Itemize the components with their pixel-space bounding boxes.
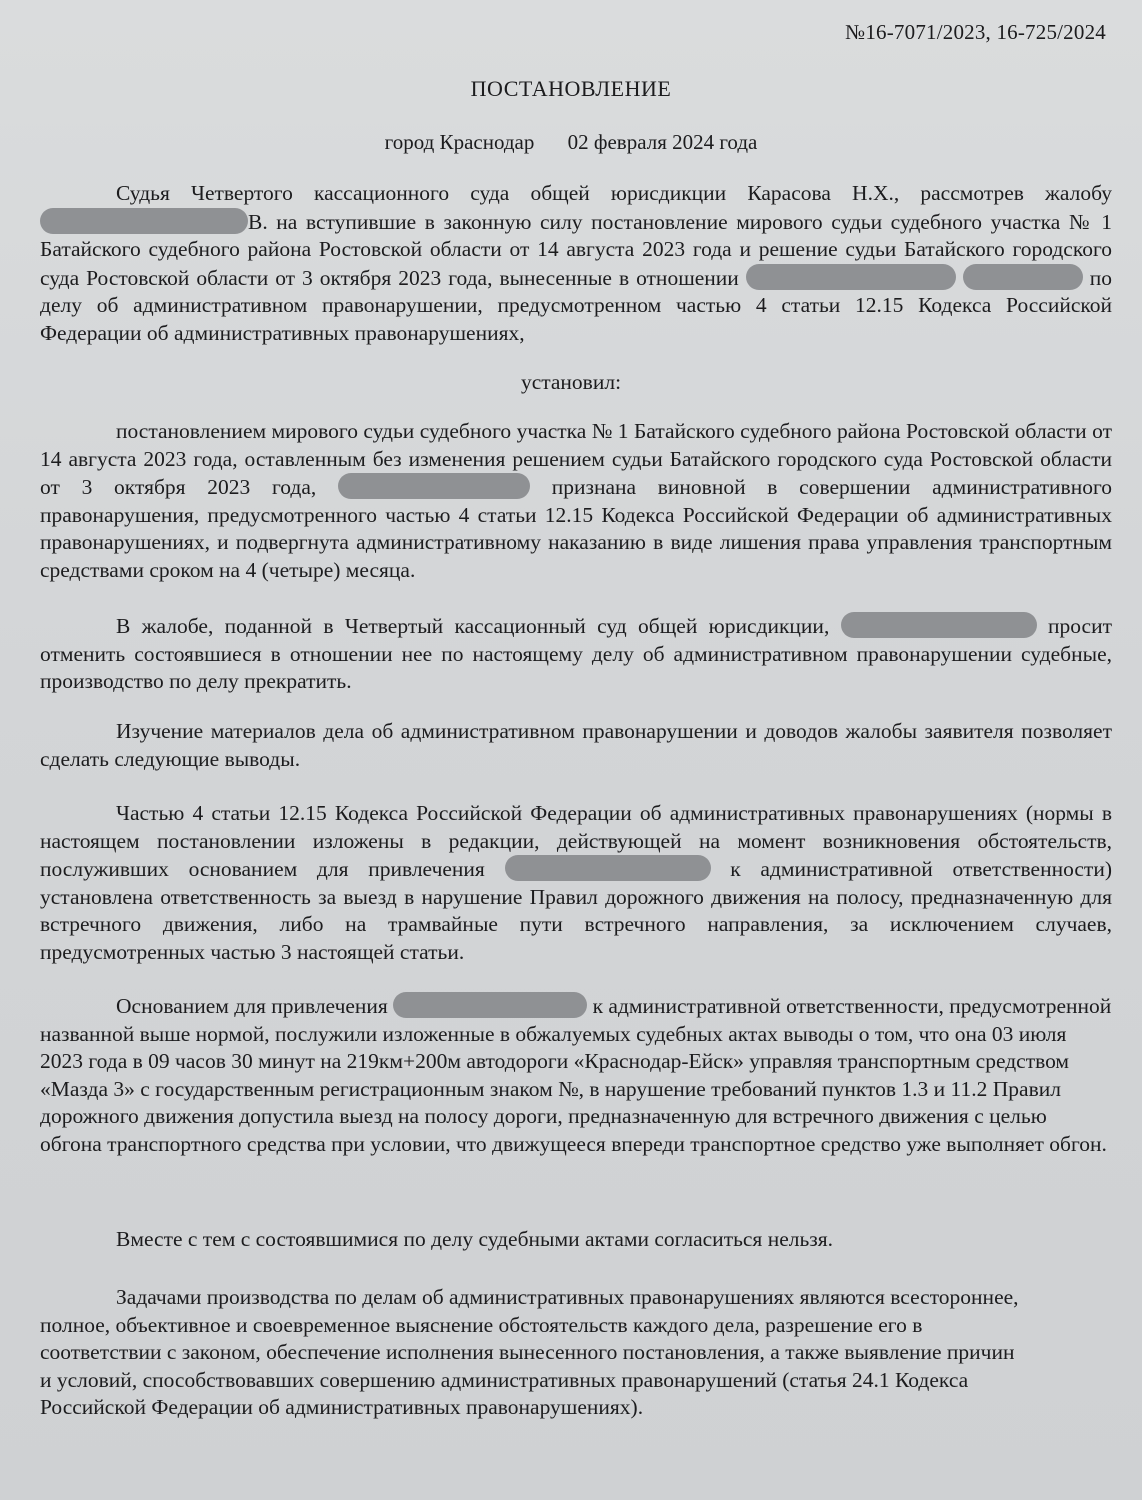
intro-text-1: Судья Четвертого кассационного суда общей юрисдикции Карасова Н.Х., рассмотрев жалобу — [116, 181, 1112, 205]
complaint-text-2: просит отменить состоявшиеся в отношении нее по настоящему делу об административном правонарушении судебные, производство по делу прекратить. — [40, 614, 1112, 694]
complaint-paragraph — [40, 612, 1112, 696]
intro-paragraph — [40, 180, 1112, 348]
law-text-1: Частью 4 статьи 12.15 Кодекса Российской Федерации об административных правонарушениях (нормы в настоящем постановлении изложены в редакции, действующей на момент возникновения обстоятельств, послуживших основанием для привлечения — [40, 801, 1112, 882]
place-and-date — [0, 130, 1142, 155]
redaction-block — [393, 992, 587, 1018]
case-number: №16-7071/2023, 16-725/2024 — [845, 20, 1106, 44]
redaction-block — [746, 264, 956, 290]
redaction-block — [963, 264, 1083, 290]
redaction-block — [841, 612, 1037, 638]
disagree-paragraph: Вместе с тем с состоявшимися по делу судебными актами согласиться нельзя. — [116, 1227, 834, 1251]
grounds-text-1: Основанием для привлечения — [116, 994, 394, 1018]
law-text-2: к административной ответственности) установлена ответственность за выезд в нарушение Правил дорожного движения на полосу, предназначенную для встречного движения, либо на трамвайные пути встречного направления, за исключением случаев, предусмотренных частью 3 настоящей статьи. — [40, 857, 1112, 964]
grounds-paragraph — [40, 992, 1112, 1159]
tasks-paragraph: Задачами производства по делам об административных правонарушениях являются всестороннее, полное, объективное и своевременное выяснение обстоятельств каждого дела, разрешение его в соответствии с законом, обеспечение исполнения вынесенного постановления, а также выявление причин и условий, способствовавших совершению административных правонарушений (статья 24.1 Кодекса Российской Федерации об административных правонарушениях). — [40, 1285, 1019, 1420]
date: 02 февраля 2024 года — [567, 130, 758, 154]
decision-text-1: постановлением мирового судьи судебного участка № 1 Батайского судебного района Ростовской области от 14 августа 2023 года, оставленным без изменения решением судьи Батайского городского суда Ростовской области от 3 октября 2023 года, — [40, 419, 1112, 500]
law-paragraph — [40, 800, 1112, 967]
redaction-block — [40, 208, 248, 234]
redaction-block — [338, 473, 530, 499]
document-title: ПОСТАНОВЛЕНИЕ — [470, 76, 672, 101]
established-heading: установил: — [520, 370, 622, 394]
decision-paragraph — [40, 418, 1112, 585]
grounds-text-2: к административной ответственности, предусмотренной названной выше нормой, послужили изложенные в обжалуемых судебных актах выводы о том, что она 03 июля 2023 года в 09 часов 30 минут на 219км+200м автодороги «Краснодар-Ейск» управляя транспортным средством «Мазда 3» с государственным регистрационным знаком №, в нарушение требований пунктов 1.3 и 11.2 Правил дорожного движения допустила выезд на полосу дороги, предназначенную для встречного движения с целью обгона транспортного средства при условии, что движущееся впереди транспортное средство уже выполняет обгон. — [40, 994, 1112, 1156]
study-paragraph: Изучение материалов дела об административном правонарушении и доводов жалобы заявителя позволяет сделать следующие выводы. — [40, 719, 1112, 771]
intro-text-2: В. на вступившие в законную силу постановление мирового судьи судебного участка № 1 Батайского судебного района Ростовской области от 14 августа 2023 года и решение судьи Батайского городского суда Ростовской области от 3 октября 2023 года, вынесенные в отношении — [40, 209, 1112, 290]
complaint-text-1: В жалобе, поданной в Четвертый кассационный суд общей юрисдикции, — [116, 614, 841, 638]
city: город Краснодар — [384, 130, 535, 154]
decision-text-2: признана виновной в совершении административного правонарушения, предусмотренного частью 4 статьи 12.15 Кодекса Российской Федерации об административных правонарушениях, и подвергнута административному наказанию в виде лишения права управления транспортным средствами сроком на 4 (четыре) месяца. — [40, 475, 1112, 582]
redaction-block — [505, 855, 711, 881]
intro-text-3: по делу об административном правонарушении, предусмотренном частью 4 статьи 12.15 Кодекса Российской Федерации об административных правонарушениях, — [40, 265, 1113, 345]
